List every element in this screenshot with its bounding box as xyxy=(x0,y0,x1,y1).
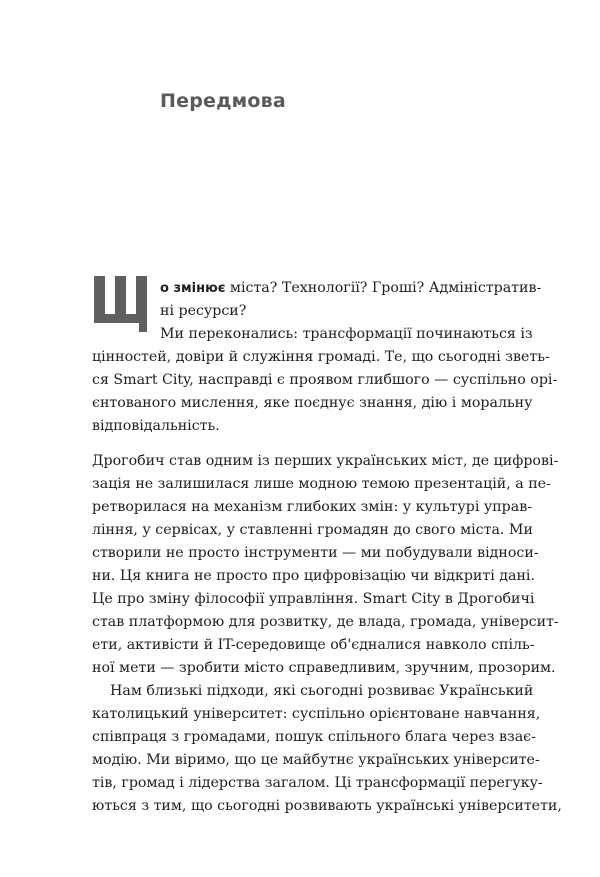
text-line: Дрогобич став одним із перших українських міст, де цифрові- xyxy=(92,453,559,469)
text-line: ети, активісти й IT-середовище об'єдналися навколо спіль- xyxy=(92,637,535,653)
chapter-title: Передмова xyxy=(160,90,286,112)
text-line: католицький університет: суспільно орієнтоване навчання, xyxy=(92,706,541,722)
lead-in-bold: о змінює xyxy=(160,281,226,296)
text-line: ретворилася на механізм глибоких змін: у культурі управ- xyxy=(92,499,532,515)
text-line: зація не залишилася лише модною темою презентацій, а пе- xyxy=(92,476,551,492)
paragraph-drohobych xyxy=(92,450,559,680)
text-line: цінностей, довіри й служіння громаді. Те, що сьогодні зветь- xyxy=(92,349,550,365)
text-line: ни. Ця книга не просто про цифровізацію чи відкриті дані. xyxy=(92,568,535,584)
text-line: створили не просто інструменти — ми побудували відноси- xyxy=(92,545,539,561)
text-line: відповідальність. xyxy=(92,418,220,434)
text-line: ються з тим, що сьогодні розвивають українські університети, xyxy=(92,798,562,814)
opening-paragraph-continued xyxy=(92,346,558,438)
text-line: співпраця з громадами, пошук спільного блага через взає- xyxy=(92,729,536,745)
text-line: ні ресурси? xyxy=(160,303,247,319)
drop-cap-letter xyxy=(92,276,150,332)
opening-lines-beside-dropcap xyxy=(160,277,541,346)
text-line: модію. Ми віримо, що це майбутнє українських університе- xyxy=(92,752,540,768)
text-line: ся Smart City, насправді є проявом глибшого — суспільно орі- xyxy=(92,372,558,388)
text-line: о змінює міста? Технології? Гроші? Адміністратив- xyxy=(160,280,542,296)
paragraph-ucu xyxy=(92,680,562,818)
text-line: став платформою для розвитку, де влада, громада, університ- xyxy=(92,614,559,630)
text-line: єнтованого мислення, яке поєднує знання, дію і моральну xyxy=(92,395,533,411)
text-line: Нам близькі підходи, які сьогодні розвиває Український xyxy=(110,683,534,699)
text-line: ління, у сервісах, у ставленні громадян до свого міста. Ми xyxy=(92,522,533,538)
text-line: Ми переконались: трансформації починаються із xyxy=(160,326,533,342)
text-line: Це про зміну філософії управління. Smart City в Дрогобичі xyxy=(92,591,535,607)
text-line: тів, громад і лідерства загалом. Ці трансформації перегуку- xyxy=(92,775,543,791)
text-line: ної мети — зробити місто справедливим, зручним, прозорим. xyxy=(92,660,556,676)
